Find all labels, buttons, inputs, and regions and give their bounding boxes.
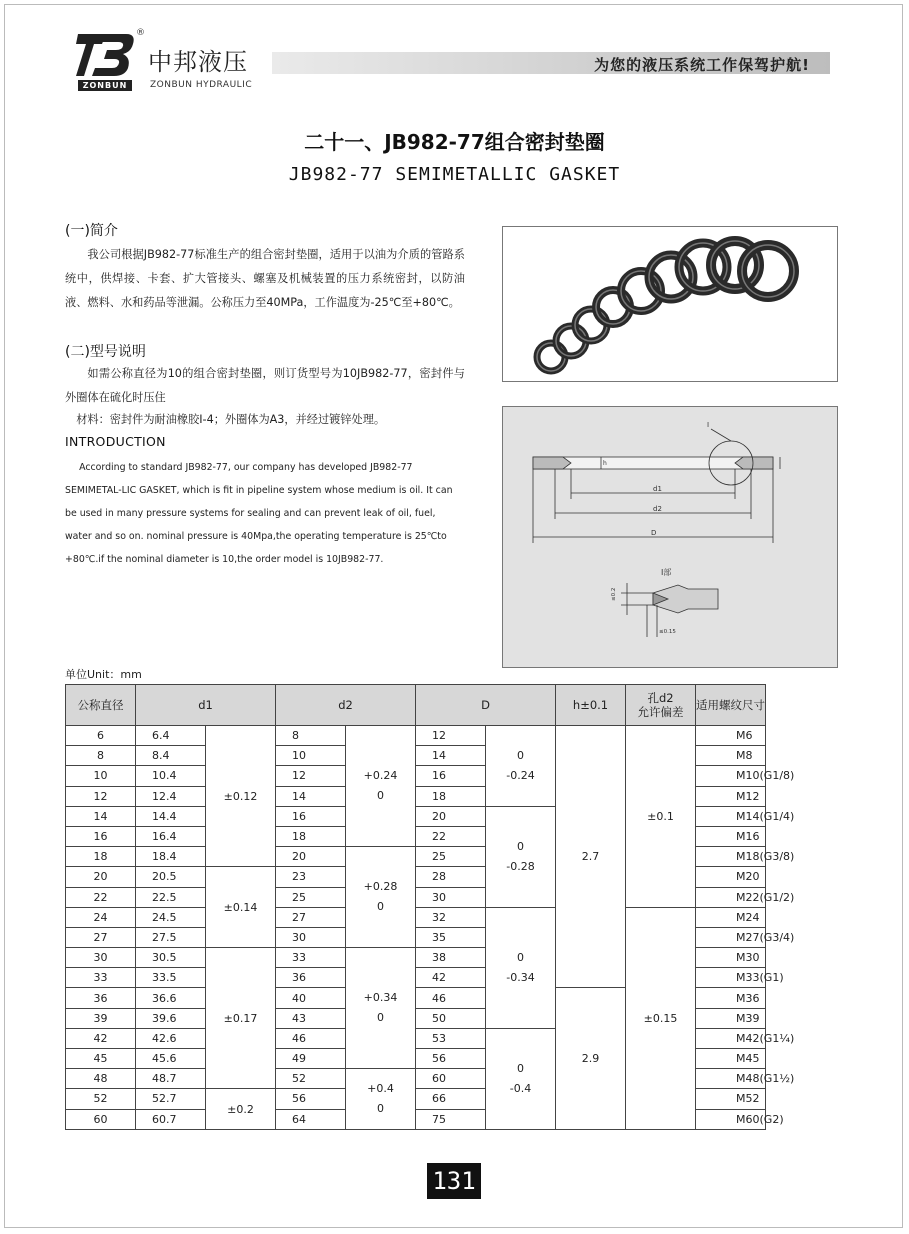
table-cell: 16: [416, 766, 486, 786]
table-cell: 46: [416, 988, 486, 1008]
drawing-label-0-2: ≤0.2: [611, 587, 617, 601]
table-cell: M24: [696, 907, 766, 927]
table-cell: 30: [416, 887, 486, 907]
section-heading-model: (二)型号说明: [65, 344, 146, 360]
model-paragraph-cn: 如需公称直径为10的组合密封垫圈，则订货型号为10JB982-77，密封件与外圈体在硫化时压住: [65, 367, 465, 404]
table-cell: 52: [66, 1089, 136, 1109]
drawing-label-h: h: [603, 460, 607, 467]
table-cell: ±0.15: [626, 907, 696, 1129]
table-cell: +0.4 0: [346, 1069, 416, 1130]
introduction-heading: INTRODUCTION: [65, 434, 166, 449]
table-cell: M45: [696, 1049, 766, 1069]
table-cell: 22.5: [136, 887, 206, 907]
table-cell: 60: [416, 1069, 486, 1089]
table-cell: 48: [66, 1069, 136, 1089]
table-cell: 2.7: [556, 726, 626, 988]
table-cell: 42.6: [136, 1028, 206, 1048]
table-cell: 20.5: [136, 867, 206, 887]
table-cell: 6.4: [136, 726, 206, 746]
page-number: 131: [427, 1163, 481, 1199]
header-d1: d1: [136, 685, 276, 726]
header-hole-tolerance: 孔d2 允许偏差: [626, 685, 696, 726]
table-cell: 66: [416, 1089, 486, 1109]
technical-drawing: [502, 406, 838, 668]
table-cell: 14: [66, 806, 136, 826]
table-cell: ±0.2: [206, 1089, 276, 1129]
slogan-text: 为您的液压系统工作保驾护航!: [594, 56, 810, 74]
table-cell: 42: [66, 1028, 136, 1048]
table-cell: 22: [66, 887, 136, 907]
table-cell: 48.7: [136, 1069, 206, 1089]
table-cell: 52: [276, 1069, 346, 1089]
table-cell: 36: [276, 968, 346, 988]
table-cell: 12: [416, 726, 486, 746]
introduction-paragraph-en: According to standard JB982-77, our company has developed JB982-77 SEMIMETAL-LIC GASKET, which is fit in pipeline system whose medium is oil. It can be used in many pressure systems for sealing and can prevent leak of oil, fuel, water and so on. nominal pressure is 40Mpa,the operating temperature is 25℃to +80℃.if the nominal diameter is 10,the order model is 10JB982-77.: [65, 462, 453, 565]
table-cell: 12.4: [136, 786, 206, 806]
table-cell: 27: [66, 927, 136, 947]
table-cell: 16.4: [136, 826, 206, 846]
table-cell: 35: [416, 927, 486, 947]
table-cell: 14.4: [136, 806, 206, 826]
table-cell: M8: [696, 746, 766, 766]
table-cell: M30: [696, 948, 766, 968]
table-cell: 20: [276, 847, 346, 867]
table-cell: 23: [276, 867, 346, 887]
table-cell: ±0.14: [206, 867, 276, 948]
table-row: [66, 907, 906, 927]
table-cell: 56: [276, 1089, 346, 1109]
table-cell: 10.4: [136, 766, 206, 786]
header-thread-size: 适用螺纹尺寸: [696, 685, 766, 726]
logo-subtext: ZONBUN: [78, 80, 132, 91]
table-cell: 24.5: [136, 907, 206, 927]
table-cell: 0 -0.34: [486, 907, 556, 1028]
company-logo: [76, 28, 266, 92]
spec-table-body: [66, 726, 906, 1130]
table-cell: 52.7: [136, 1089, 206, 1109]
table-cell: ±0.17: [206, 948, 276, 1089]
table-cell: M60(G2): [696, 1109, 766, 1129]
table-cell: M12: [696, 786, 766, 806]
table-row: [66, 806, 906, 826]
table-cell: 50: [416, 1008, 486, 1028]
table-cell: 20: [66, 867, 136, 887]
table-cell: +0.34 0: [346, 948, 416, 1069]
table-cell: 8: [66, 746, 136, 766]
table-cell: 33.5: [136, 968, 206, 988]
table-cell: 20: [416, 806, 486, 826]
table-cell: 60: [66, 1109, 136, 1129]
table-cell: 16: [276, 806, 346, 826]
table-cell: 28: [416, 867, 486, 887]
table-cell: 33: [66, 968, 136, 988]
drawing-label-detail: I部: [661, 568, 672, 577]
table-cell: M36: [696, 988, 766, 1008]
spec-table: [65, 684, 906, 1130]
table-cell: ±0.12: [206, 726, 276, 867]
table-cell: +0.28 0: [346, 847, 416, 948]
drawing-label-I: I: [707, 421, 710, 429]
page-title-cn: 二十一、JB982-77组合密封垫圈: [304, 130, 605, 154]
table-cell: 18.4: [136, 847, 206, 867]
table-cell: M52: [696, 1089, 766, 1109]
header-D: D: [416, 685, 556, 726]
table-cell: 25: [416, 847, 486, 867]
table-cell: 46: [276, 1028, 346, 1048]
table-cell: 0 -0.4: [486, 1028, 556, 1129]
table-cell: 0 -0.24: [486, 726, 556, 807]
table-cell: 25: [276, 887, 346, 907]
slogan-bar: [272, 52, 830, 74]
table-cell: 27.5: [136, 927, 206, 947]
table-cell: ±0.1: [626, 726, 696, 908]
table-cell: M20: [696, 867, 766, 887]
zonbun-logo-mark: [76, 32, 134, 78]
registered-mark: ®: [136, 28, 145, 38]
table-cell: 30: [66, 948, 136, 968]
table-cell: 2.9: [556, 988, 626, 1129]
table-cell: 22: [416, 826, 486, 846]
table-cell: 60.7: [136, 1109, 206, 1129]
table-cell: 14: [276, 786, 346, 806]
table-cell: 75: [416, 1109, 486, 1129]
table-cell: 53: [416, 1028, 486, 1048]
section-heading-intro: (一)简介: [65, 223, 118, 239]
table-cell: 39: [66, 1008, 136, 1028]
table-cell: 10: [66, 766, 136, 786]
table-cell: 12: [276, 766, 346, 786]
table-cell: M10(G1/8): [696, 766, 766, 786]
table-cell: 32: [416, 907, 486, 927]
brand-name-cn: 中邦液压: [148, 48, 248, 76]
table-cell: M14(G1/4): [696, 806, 766, 826]
table-cell: M6: [696, 726, 766, 746]
table-cell: 36: [66, 988, 136, 1008]
table-cell: 24: [66, 907, 136, 927]
table-cell: 18: [66, 847, 136, 867]
table-cell: 14: [416, 746, 486, 766]
table-cell: +0.24 0: [346, 726, 416, 847]
drawing-label-D: D: [651, 529, 657, 537]
drawing-label-0-15: ≤0.15: [659, 629, 676, 635]
table-cell: M33(G1): [696, 968, 766, 988]
table-cell: M27(G3/4): [696, 927, 766, 947]
gasket-section-drawing: [503, 407, 837, 667]
table-cell: M48(G1½): [696, 1069, 766, 1089]
gasket-rings-image: [503, 227, 837, 381]
drawing-label-d2: d2: [653, 505, 662, 513]
table-cell: 10: [276, 746, 346, 766]
unit-label: 单位Unit：mm: [65, 668, 142, 681]
intro-paragraph-cn: 我公司根据JB982-77标准生产的组合密封垫圈，适用于以油为介质的管路系统中，供焊接、卡套、扩大管接头、螺塞及机械装置的压力系统密封，以防油液、燃料、水和药品等泄漏。公称压力至40MPa，工作温度为-25℃至+80℃。: [65, 248, 465, 309]
table-cell: 30.5: [136, 948, 206, 968]
table-cell: 45: [66, 1049, 136, 1069]
table-row: [66, 1028, 906, 1048]
table-cell: M22(G1/2): [696, 887, 766, 907]
table-cell: 36.6: [136, 988, 206, 1008]
table-cell: 8.4: [136, 746, 206, 766]
table-cell: 49: [276, 1049, 346, 1069]
brand-name-en: ZONBUN HYDRAULIC: [150, 80, 253, 90]
table-cell: 56: [416, 1049, 486, 1069]
table-cell: 0 -0.28: [486, 806, 556, 907]
table-cell: 43: [276, 1008, 346, 1028]
table-cell: M42(G1¼): [696, 1028, 766, 1048]
table-cell: M18(G3/8): [696, 847, 766, 867]
table-cell: 42: [416, 968, 486, 988]
table-cell: 6: [66, 726, 136, 746]
table-cell: 30: [276, 927, 346, 947]
table-cell: 18: [276, 826, 346, 846]
header-d2: d2: [276, 685, 416, 726]
table-cell: 39.6: [136, 1008, 206, 1028]
table-row: [66, 726, 906, 746]
table-cell: M16: [696, 826, 766, 846]
gasket-photo: [502, 226, 838, 382]
table-cell: 64: [276, 1109, 346, 1129]
table-cell: M39: [696, 1008, 766, 1028]
header-nominal-diameter: 公称直径: [66, 685, 136, 726]
table-cell: 38: [416, 948, 486, 968]
page-title-en: JB982-77 SEMIMETALLIC GASKET: [288, 164, 621, 185]
table-header-row: [66, 685, 906, 726]
table-cell: 40: [276, 988, 346, 1008]
table-cell: 16: [66, 826, 136, 846]
table-cell: 33: [276, 948, 346, 968]
table-cell: 27: [276, 907, 346, 927]
table-cell: 12: [66, 786, 136, 806]
table-cell: 8: [276, 726, 346, 746]
table-cell: 18: [416, 786, 486, 806]
header-h: h±0.1: [556, 685, 626, 726]
drawing-label-d1: d1: [653, 485, 662, 493]
table-cell: 45.6: [136, 1049, 206, 1069]
material-paragraph-cn: 材料：密封件为耐油橡胶I-4；外圈体为A3，并经过镀锌处理。: [76, 413, 386, 426]
